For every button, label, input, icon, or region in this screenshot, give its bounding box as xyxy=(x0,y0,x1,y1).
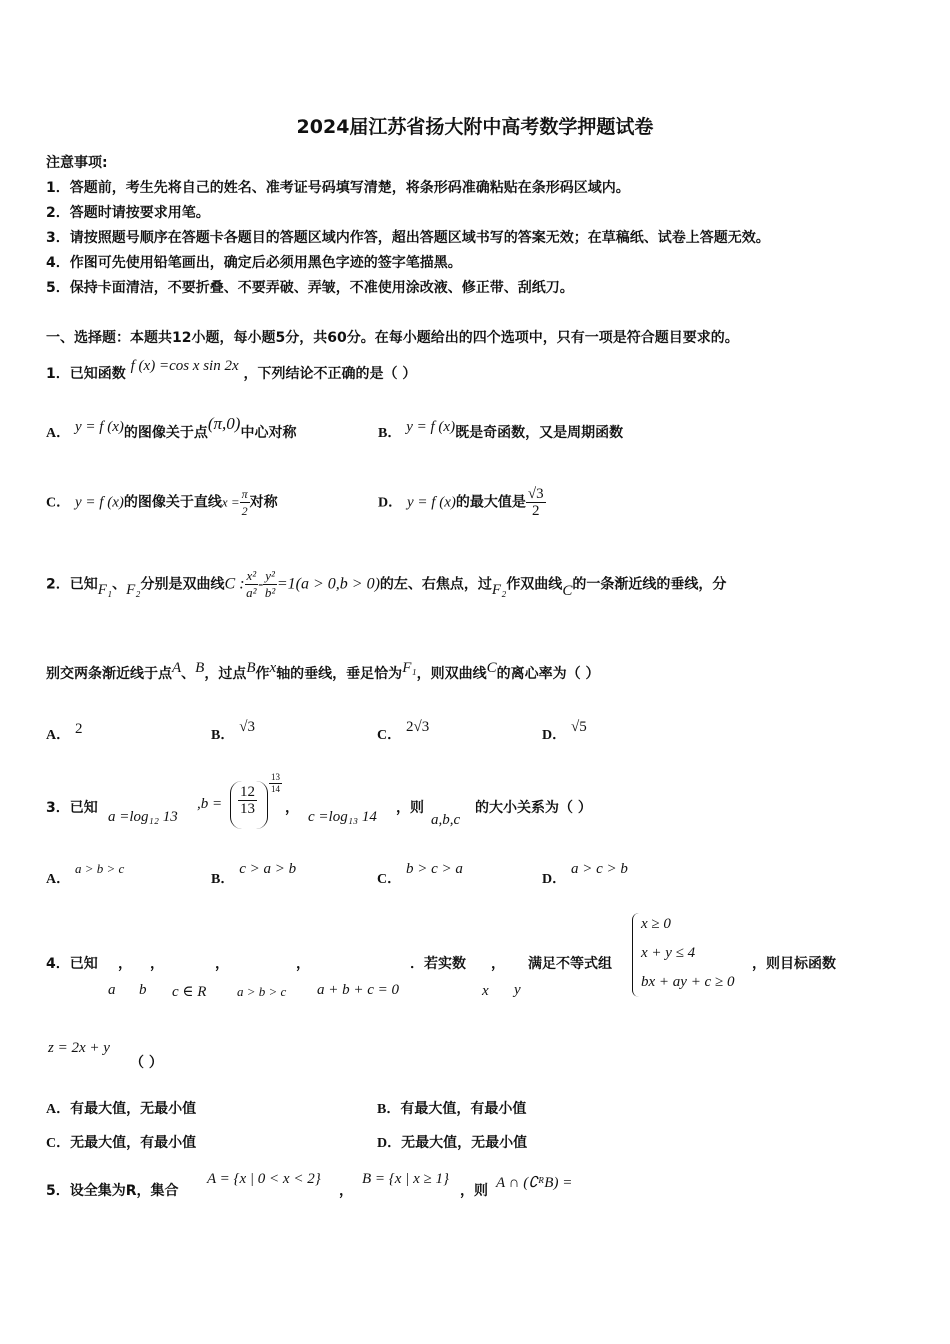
q2-b-label: B． xyxy=(211,728,235,743)
q2-c: C : xyxy=(224,575,245,593)
q3-option-b xyxy=(211,861,297,888)
q2-line2-text2: ，过点 xyxy=(204,666,247,682)
q4-option-d xyxy=(377,1132,527,1152)
q1-suffix: ，下列结论不正确的是（ ） xyxy=(243,366,417,382)
q1-c-fraction xyxy=(240,486,250,519)
q1-option-d xyxy=(378,486,546,519)
question-2-line-1 xyxy=(46,568,726,601)
q1-b-text: 既是奇函数，又是周期函数 xyxy=(455,425,624,441)
section-heading: 一、选择题：本题共12小题，每小题5分，共60分。在每小题给出的四个选项中，只有一项是符合题目要求的。 xyxy=(46,330,739,346)
q4-dot-text: ．若实数 xyxy=(410,956,466,972)
q5-set-b: B = {x | x ≥ 1} xyxy=(362,1171,449,1187)
q3-b-fraction xyxy=(238,784,257,817)
q1-c-den: 2 xyxy=(241,504,248,518)
q2-d-label: D． xyxy=(542,728,567,743)
notice-item-3: 3．请按照题号顺序在答题卡各题目的答题区域内作答，超出答题区域书写的答案无效；在草稿纸、试卷上答题无效。 xyxy=(46,230,770,246)
question-1 xyxy=(46,358,417,383)
q2-d-value: √5 xyxy=(571,719,587,735)
q1-option-c xyxy=(46,486,278,519)
q1-prefix: 1．已知函数 xyxy=(46,366,126,382)
q2-line2-text1: 别交两条渐近线于点 xyxy=(46,666,172,682)
q4-var-x: x xyxy=(482,983,489,999)
q3-option-a xyxy=(46,861,125,888)
q4-prefix: 4．已知 xyxy=(46,956,98,972)
page-title: 2024届江苏省扬大附中高考数学押题试卷 xyxy=(296,116,654,138)
q3-b-exponent xyxy=(269,772,282,795)
q4-text-2: ，则目标函数 xyxy=(752,956,836,972)
q2-B: B xyxy=(195,660,205,676)
q2-x-fraction xyxy=(245,568,259,601)
q4-var-c: c ∈ R xyxy=(172,984,207,1000)
q3-b-exp-den: 14 xyxy=(271,784,280,794)
q2-sep2: 、 xyxy=(181,666,196,682)
q2-line2-text6: 的离心率为（ ） xyxy=(496,666,600,682)
q2-y2: y² xyxy=(265,568,275,583)
q2-a-value: 2 xyxy=(75,721,83,737)
q3-d-value: a > c > b xyxy=(571,861,628,877)
q5-expr: A ∩ (∁ᴿB) = xyxy=(496,1175,573,1191)
q2-y-fraction xyxy=(263,568,277,601)
q4-var-a: a xyxy=(108,982,116,998)
q4-comma-4: ， xyxy=(296,956,310,972)
q2-text4: 的一条渐近线的垂线，分 xyxy=(572,576,727,593)
q2-option-b xyxy=(211,719,255,744)
q2-f1: F₁ xyxy=(97,581,113,598)
question-2-line-2 xyxy=(46,660,600,683)
q4-a-label: A． xyxy=(46,1102,71,1117)
q1-c-text1: 的图像关于直线 xyxy=(123,494,222,511)
q3-a-value: a > b > c xyxy=(75,861,125,876)
q1-c-expr: y = f (x) xyxy=(75,494,124,511)
q1-a-expr: y = f (x) xyxy=(75,419,124,435)
q3-option-d xyxy=(542,861,628,888)
notice-heading: 注意事项: xyxy=(46,155,108,171)
q2-line2-text4: 轴的垂线，垂足恰为 xyxy=(276,666,403,682)
q4-paren: （ ） xyxy=(130,1055,163,1071)
q3-prefix: 3．已知 xyxy=(46,800,98,816)
q4-system-brace xyxy=(632,913,639,997)
q1-d-label: D． xyxy=(378,495,403,511)
q4-var-b: b xyxy=(139,982,147,998)
q3-b-num: 12 xyxy=(240,784,255,800)
q4-d-text: 无最大值，无最小值 xyxy=(401,1135,528,1151)
q5-text: ，则 xyxy=(460,1183,488,1199)
q2-F1: F₁ xyxy=(402,660,417,676)
q2-text3: 作双曲线 xyxy=(506,576,563,593)
q4-b-label: B． xyxy=(377,1102,401,1117)
q2-cc: C xyxy=(562,582,573,599)
q3-abc: a,b,c xyxy=(431,812,461,828)
q3-suffix: 的大小关系为（ ） xyxy=(475,800,592,816)
q2-option-d xyxy=(542,719,587,744)
q2-option-c xyxy=(377,719,430,744)
q4-comma-1: ， xyxy=(118,956,132,972)
q4-comma-3: ， xyxy=(215,956,229,972)
q4-b-text: 有最大值，有最小值 xyxy=(400,1101,527,1117)
q4-var-y: y xyxy=(514,982,521,998)
q3-b-expr: ,b = xyxy=(197,796,223,812)
q3-a-expr: a =log₁₂ 13 xyxy=(108,809,178,825)
q4-d-label: D． xyxy=(377,1136,402,1151)
q3-option-c xyxy=(377,861,463,888)
q2-rhs: =1(a > 0,b > 0) xyxy=(276,575,380,593)
q2-minus: - xyxy=(258,576,264,593)
q1-d-text: 的最大值是 xyxy=(455,494,526,511)
q4-option-a xyxy=(46,1098,196,1118)
q4-c-text: 无最大值，有最小值 xyxy=(70,1135,197,1151)
q2-text1: 分别是双曲线 xyxy=(140,576,225,593)
q2-text2: 的左、右焦点，过 xyxy=(379,576,492,593)
q4-option-c xyxy=(46,1132,196,1152)
q2-b-value: √3 xyxy=(239,719,255,735)
q2-sep: 、 xyxy=(112,576,127,593)
q2-B2: B xyxy=(246,660,256,676)
q1-a-text2: 中心对称 xyxy=(240,425,297,441)
q2-prefix: 2．已知 xyxy=(46,576,98,593)
q1-c-num: π xyxy=(241,487,248,501)
q5-comma: ， xyxy=(339,1183,353,1199)
notice-item-1: 1．答题前，考生先将自己的姓名、准考证号码填写清楚，将条形码准确粘贴在条形码区域内。 xyxy=(46,180,630,196)
notice-item-4: 4．作图可先使用铅笔画出，确定后必须用黑色字迹的签字笔描黑。 xyxy=(46,255,462,271)
q5-prefix: 5．设全集为R，集合 xyxy=(46,1183,179,1199)
q4-system-2: x + y ≤ 4 xyxy=(641,945,696,961)
q3-b-value: c > a > b xyxy=(239,861,297,877)
q3-c-expr: c =log₁₃ 14 xyxy=(308,809,377,825)
q1-a-text1: 的图像关于点 xyxy=(123,425,208,441)
q1-a-label: A． xyxy=(46,426,71,441)
q1-d-den: 2 xyxy=(531,503,540,519)
q2-a-label: A． xyxy=(46,728,71,743)
q1-d-expr: y = f (x) xyxy=(407,494,456,511)
q4-a-text: 有最大值，无最小值 xyxy=(70,1101,197,1117)
q4-system-3: bx + ay + c ≥ 0 xyxy=(641,974,735,990)
q2-c-value: 2√3 xyxy=(406,719,430,735)
q3-b-exp-num: 13 xyxy=(271,772,280,782)
q2-b2: b² xyxy=(264,585,276,600)
q3-b-den: 13 xyxy=(240,801,255,817)
q2-a2: a² xyxy=(246,585,257,600)
q1-b-label: B． xyxy=(378,426,402,441)
q4-ineq: a > b > c xyxy=(237,984,287,999)
q2-line2-text5: ，则双曲线 xyxy=(416,666,487,682)
q1-c-x: x = xyxy=(221,494,240,510)
q1-d-num: √3 xyxy=(527,486,544,502)
q3-d-label: D． xyxy=(542,872,567,887)
q4-text-1: 满足不等式组 xyxy=(528,956,612,972)
q4-sum: a + b + c = 0 xyxy=(317,982,400,998)
q4-objective: z = 2x + y xyxy=(48,1040,110,1056)
q3-c-value: b > c > a xyxy=(406,861,463,877)
q3-comma: ， xyxy=(285,800,299,816)
q3-a-label: A． xyxy=(46,872,71,887)
q2-f2b: F₂ xyxy=(491,581,507,598)
q2-f2: F₂ xyxy=(126,581,141,598)
q3-c-label: C． xyxy=(377,872,402,887)
q2-A: A xyxy=(172,660,182,676)
q1-d-fraction xyxy=(526,486,546,519)
q2-x: x xyxy=(269,660,277,676)
q1-a-point: (π,0) xyxy=(207,414,241,433)
q2-c-label: C． xyxy=(377,728,402,743)
notice-item-2: 2．答题时请按要求用笔。 xyxy=(46,205,210,221)
q1-b-expr: y = f (x) xyxy=(406,419,456,435)
q4-c-label: C． xyxy=(46,1136,71,1151)
q1-c-text2: 对称 xyxy=(249,494,278,511)
notice-item-5: 5．保持卡面清洁，不要折叠、不要弄破、弄皱，不准使用涂改液、修正带、刮纸刀。 xyxy=(46,280,574,296)
q4-comma-2: ， xyxy=(150,956,164,972)
q3-b-label: B． xyxy=(211,872,235,887)
q4-system-1: x ≥ 0 xyxy=(641,916,671,932)
q1-c-label: C． xyxy=(46,495,71,511)
q2-option-a xyxy=(46,721,83,744)
q3-text: ，则 xyxy=(396,800,424,816)
q1-option-a xyxy=(46,414,297,442)
q1-function: f (x) =cos x sin 2x xyxy=(130,358,239,374)
q2-line2-text3: 作 xyxy=(255,666,270,682)
q1-option-b xyxy=(378,419,624,442)
q4-comma-5: ， xyxy=(491,956,505,972)
q5-set-a: A = {x | 0 < x < 2} xyxy=(207,1171,321,1187)
q2-C2: C xyxy=(486,660,497,676)
q2-x2: x² xyxy=(246,568,257,583)
q4-option-b xyxy=(377,1098,526,1118)
